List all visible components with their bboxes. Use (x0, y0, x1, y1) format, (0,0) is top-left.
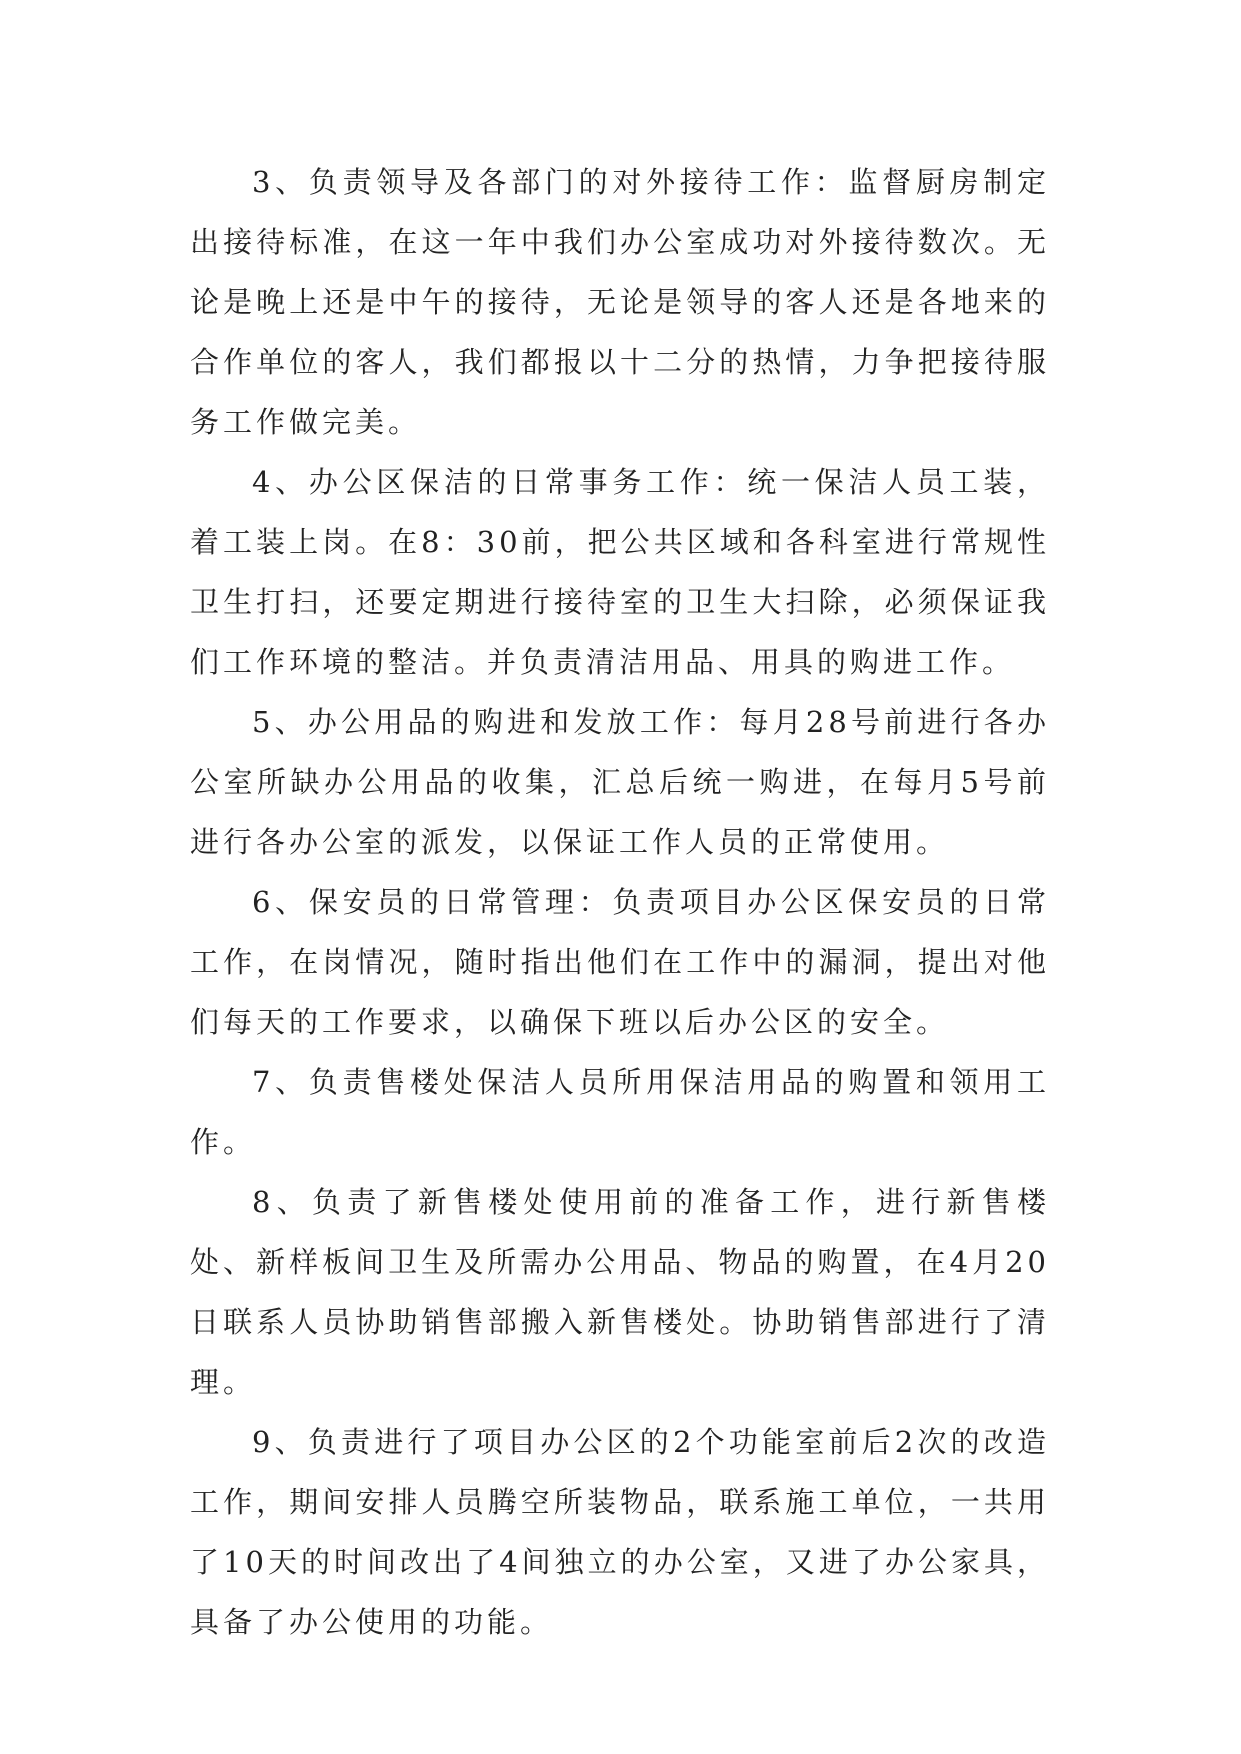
paragraph-item-7: 7、负责售楼处保洁人员所用保洁用品的购置和领用工作。 (190, 1065, 1050, 1159)
document-body (190, 152, 1050, 1652)
paragraph-item-5: 5、办公用品的购进和发放工作：每月28号前进行各办公室所缺办公用品的收集，汇总后统一购进，在每月5号前进行各办公室的派发，以保证工作人员的正常使用。 (190, 705, 1050, 859)
paragraph-item-9: 9、负责进行了项目办公区的2个功能室前后2次的改造工作，期间安排人员腾空所装物品，联系施工单位，一共用了10天的时间改出了4间独立的办公室，又进了办公家具，具备了办公使用的功能。 (190, 1425, 1050, 1639)
paragraph-item-4: 4、办公区保洁的日常事务工作：统一保洁人员工装，着工装上岗。在8：30前，把公共区域和各科室进行常规性卫生打扫，还要定期进行接待室的卫生大扫除，必须保证我们工作环境的整洁。并负责清洁用品、用具的购进工作。 (190, 465, 1050, 679)
paragraph-item-3: 3、负责领导及各部门的对外接待工作：监督厨房制定出接待标准，在这一年中我们办公室成功对外接待数次。无论是晚上还是中午的接待，无论是领导的客人还是各地来的合作单位的客人，我们都报以十二分的热情，力争把接待服务工作做完美。 (190, 165, 1050, 439)
paragraph-item-6: 6、保安员的日常管理：负责项目办公区保安员的日常工作，在岗情况，随时指出他们在工作中的漏洞，提出对他们每天的工作要求，以确保下班以后办公区的安全。 (190, 885, 1050, 1039)
paragraph-item-8: 8、负责了新售楼处使用前的准备工作，进行新售楼处、新样板间卫生及所需办公用品、物品的购置，在4月20日联系人员协助销售部搬入新售楼处。协助销售部进行了清理。 (190, 1185, 1050, 1399)
